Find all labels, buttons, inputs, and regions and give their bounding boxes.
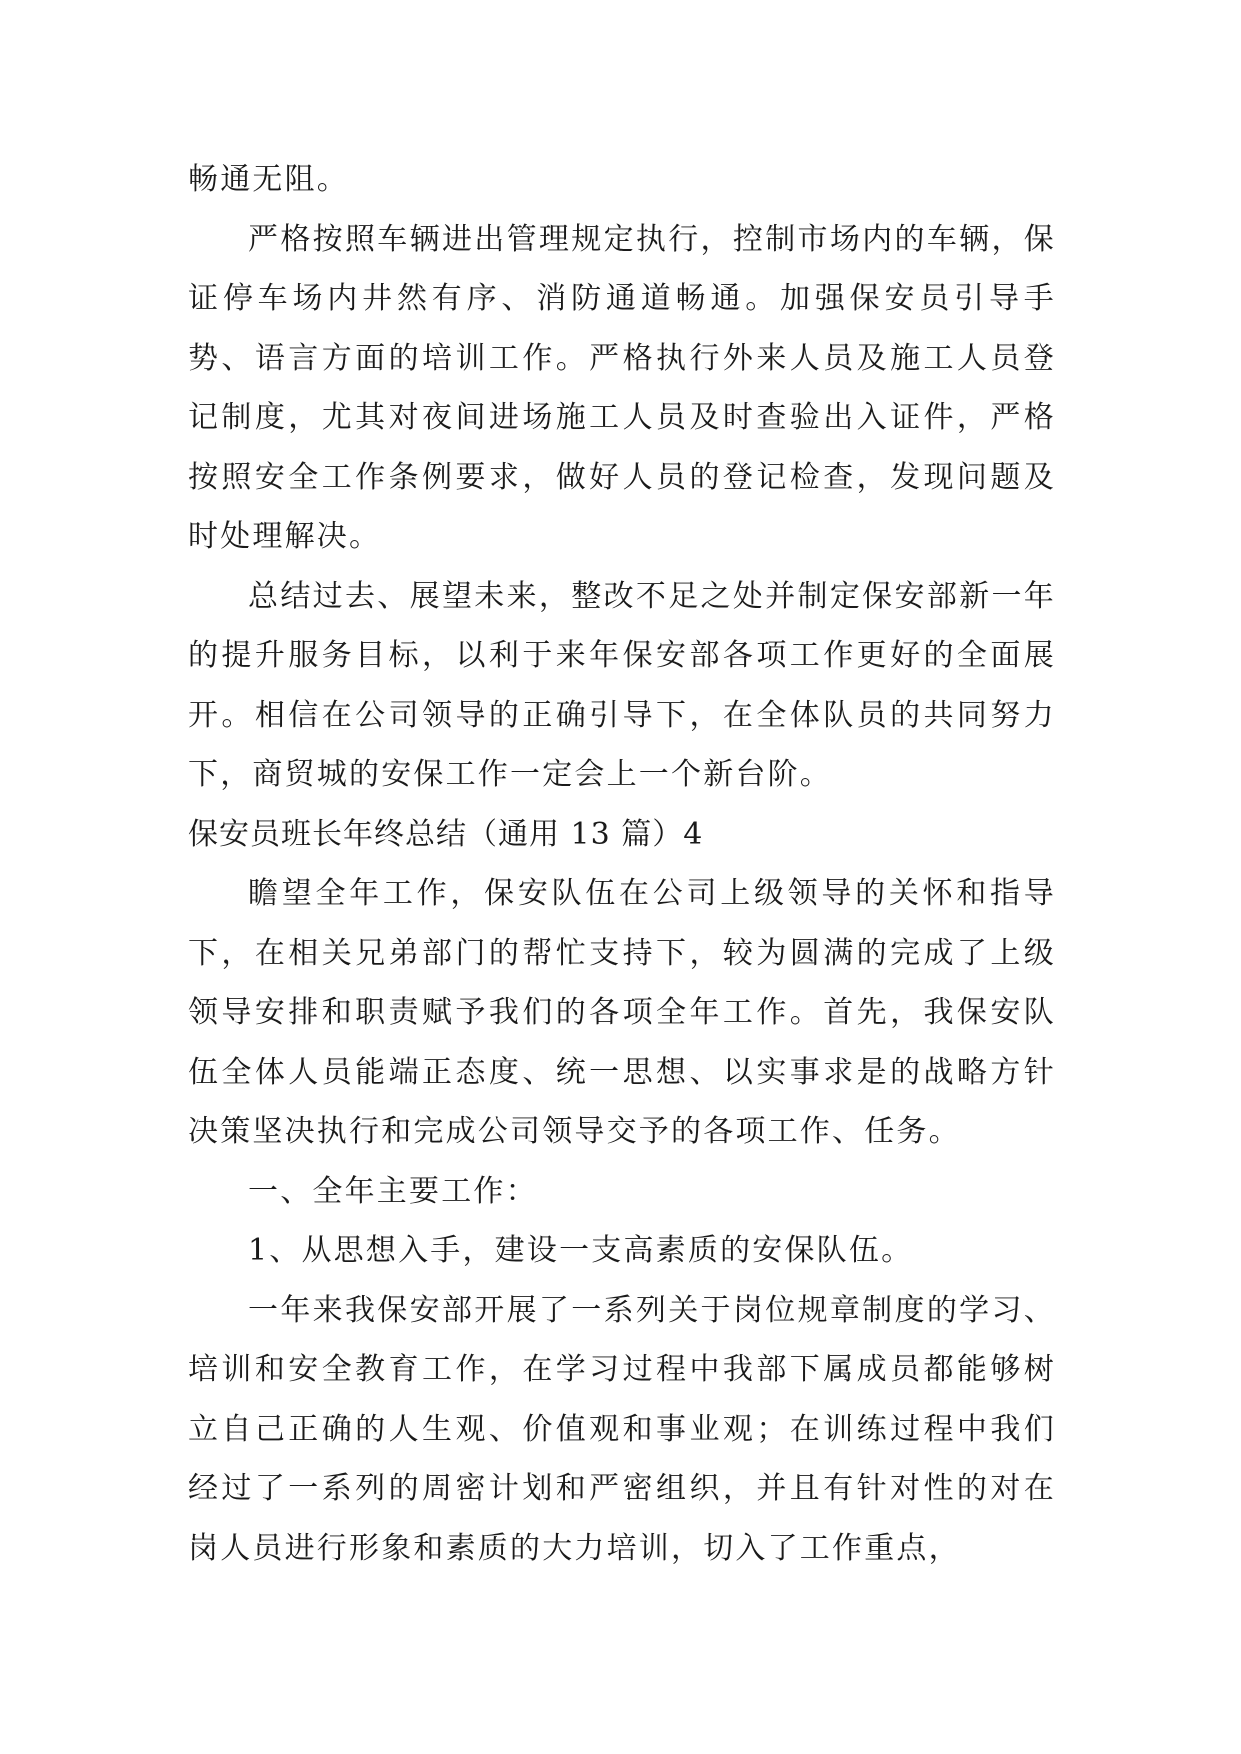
paragraph-vehicle-management: 严格按照车辆进出管理规定执行，控制市场内的车辆，保证停车场内井然有序、消防通道畅通。加强保安员引导手势、语言方面的培训工作。严格执行外来人员及施工人员登记制度，尤其对夜间进场施工人员及时查验出入证件，严格按照安全工作条例要求，做好人员的登记检查，发现问题及时处理解决。 [188, 221, 1056, 554]
subheading-main-work: 一、全年主要工作： [248, 1173, 538, 1209]
paragraph-training: 一年来我保安部开展了一系列关于岗位规章制度的学习、培训和安全教育工作，在学习过程中我部下属成员都能够树立自己正确的人生观、价值观和事业观；在训练过程中我们经过了一系列的周密计划和严密组织，并且有针对性的对在岗人员进行形象和素质的大力培训，切入了工作重点， [188, 1292, 1056, 1566]
list-item-1: 1、从思想入手，建设一支高素质的安保队伍。 [248, 1233, 914, 1268]
document-body [188, 150, 1056, 1578]
paragraph-year-review: 瞻望全年工作，保安队伍在公司上级领导的关怀和指导下，在相关兄弟部门的帮忙支持下，较为圆满的完成了上级领导安排和职责赋予我们的各项全年工作。首先，我保安队伍全体人员能端正态度、统一思想、以实事求是的战略方针决策坚决执行和完成公司领导交予的各项工作、任务。 [188, 876, 1056, 1149]
paragraph-summary-outlook: 总结过去、展望未来，整改不足之处并制定保安部新一年的提升服务目标，以利于来年保安部各项工作更好的全面展开。相信在公司领导的正确引导下，在全体队员的共同努力下，商贸城的安保工作一定会上一个新台阶。 [188, 578, 1056, 792]
paragraph-continuation: 畅通无阻。 [188, 162, 349, 197]
section-heading: 保安员班长年终总结（通用 13 篇）4 [188, 816, 704, 852]
